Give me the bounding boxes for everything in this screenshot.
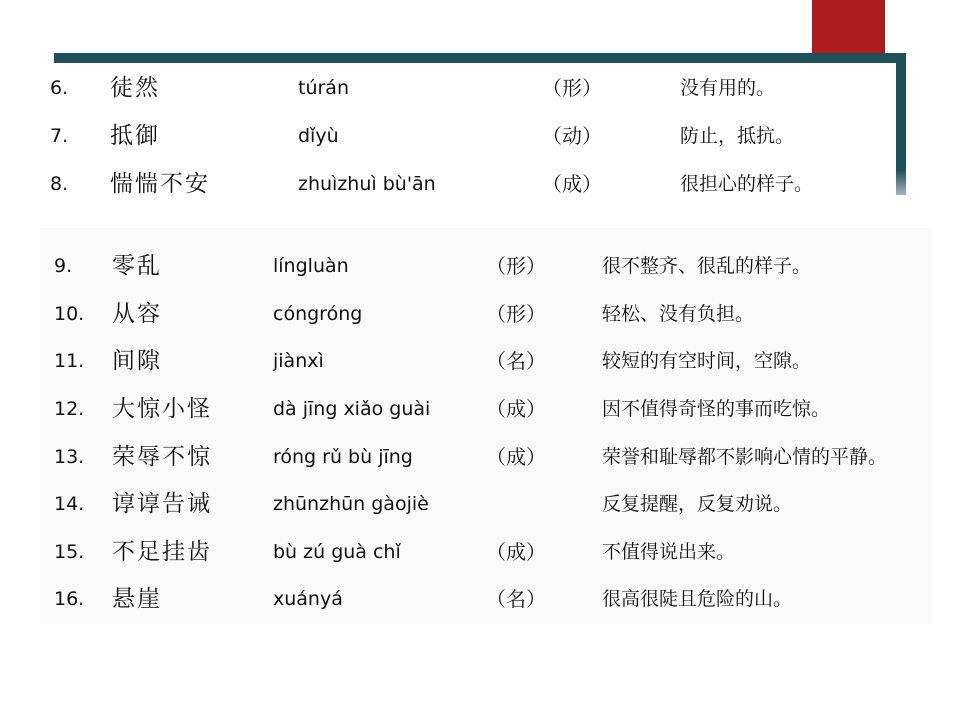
entry-part-of-speech: （形） [486, 254, 546, 278]
entry-word: 大惊小怪 [112, 396, 212, 422]
entry-definition: 没有用的。 [680, 77, 776, 99]
entry-pinyin: zhuìzhuì bù'ān [298, 173, 436, 195]
entry-pinyin: bù zú guà chǐ [273, 541, 401, 563]
entry-definition: 荣誉和耻辱都不影响心情的平静。 [602, 446, 888, 468]
entry-number: 16. [54, 588, 85, 610]
entry-part-of-speech: （名） [486, 587, 546, 611]
entry-part-of-speech: （成） [486, 397, 546, 421]
entry-pinyin: róng rǔ bù jīng [273, 446, 413, 468]
entry-pinyin: cóngróng [273, 303, 363, 325]
frame-top-bar [54, 53, 906, 63]
entry-definition: 反复提醒，反复劝说。 [602, 493, 793, 515]
entry-word: 悬崖 [112, 586, 162, 612]
entry-definition: 很担心的样子。 [680, 173, 814, 195]
entry-definition: 不值得说出来。 [602, 541, 736, 563]
entry-number: 14. [54, 493, 85, 515]
entry-number: 6. [50, 77, 69, 99]
vocab-block-bottom [40, 228, 932, 624]
entry-word: 零乱 [112, 253, 162, 279]
entry-part-of-speech: （成） [542, 172, 602, 196]
entry-word: 惴惴不安 [110, 171, 210, 197]
entry-number: 11. [54, 350, 85, 372]
entry-definition: 因不值得奇怪的事而吃惊。 [602, 398, 831, 420]
entry-definition: 很不整齐、很乱的样子。 [602, 255, 812, 277]
entry-pinyin: dà jīng xiǎo guài [273, 398, 431, 420]
entry-pinyin: xuányá [273, 588, 343, 610]
entry-definition: 较短的有空时间，空隙。 [602, 350, 812, 372]
entry-number: 12. [54, 398, 85, 420]
frame-side-fade [896, 170, 906, 195]
entry-word: 徒然 [110, 75, 160, 101]
entry-definition: 轻松、没有负担。 [602, 303, 755, 325]
entry-pinyin: língluàn [273, 255, 349, 277]
entry-number: 13. [54, 446, 85, 468]
entry-number: 7. [50, 125, 69, 147]
entry-number: 8. [50, 173, 69, 195]
entry-part-of-speech: （成） [486, 540, 546, 564]
entry-part-of-speech: （动） [542, 124, 602, 148]
entry-word: 抵御 [110, 123, 160, 149]
entry-definition: 防止，抵抗。 [680, 125, 795, 147]
entry-number: 15. [54, 541, 85, 563]
entry-word: 不足挂齿 [112, 539, 212, 565]
entry-number: 10. [54, 303, 85, 325]
vocab-block-top [46, 64, 896, 214]
entry-pinyin: zhūnzhūn gàojiè [273, 493, 429, 515]
entry-part-of-speech: （成） [486, 445, 546, 469]
entry-pinyin: túrán [298, 77, 349, 99]
entry-part-of-speech: （形） [486, 302, 546, 326]
entry-pinyin: jiànxì [273, 350, 324, 372]
entry-word: 荣辱不惊 [112, 444, 212, 470]
entry-definition: 很高很陡且危险的山。 [602, 588, 793, 610]
entry-word: 谆谆告诫 [112, 491, 212, 517]
entry-number: 9. [54, 255, 73, 277]
entry-word: 从容 [112, 301, 162, 327]
entry-part-of-speech: （形） [542, 76, 602, 100]
entry-part-of-speech: （名） [486, 349, 546, 373]
entry-pinyin: dǐyù [298, 125, 339, 147]
entry-word: 间隙 [112, 348, 162, 374]
